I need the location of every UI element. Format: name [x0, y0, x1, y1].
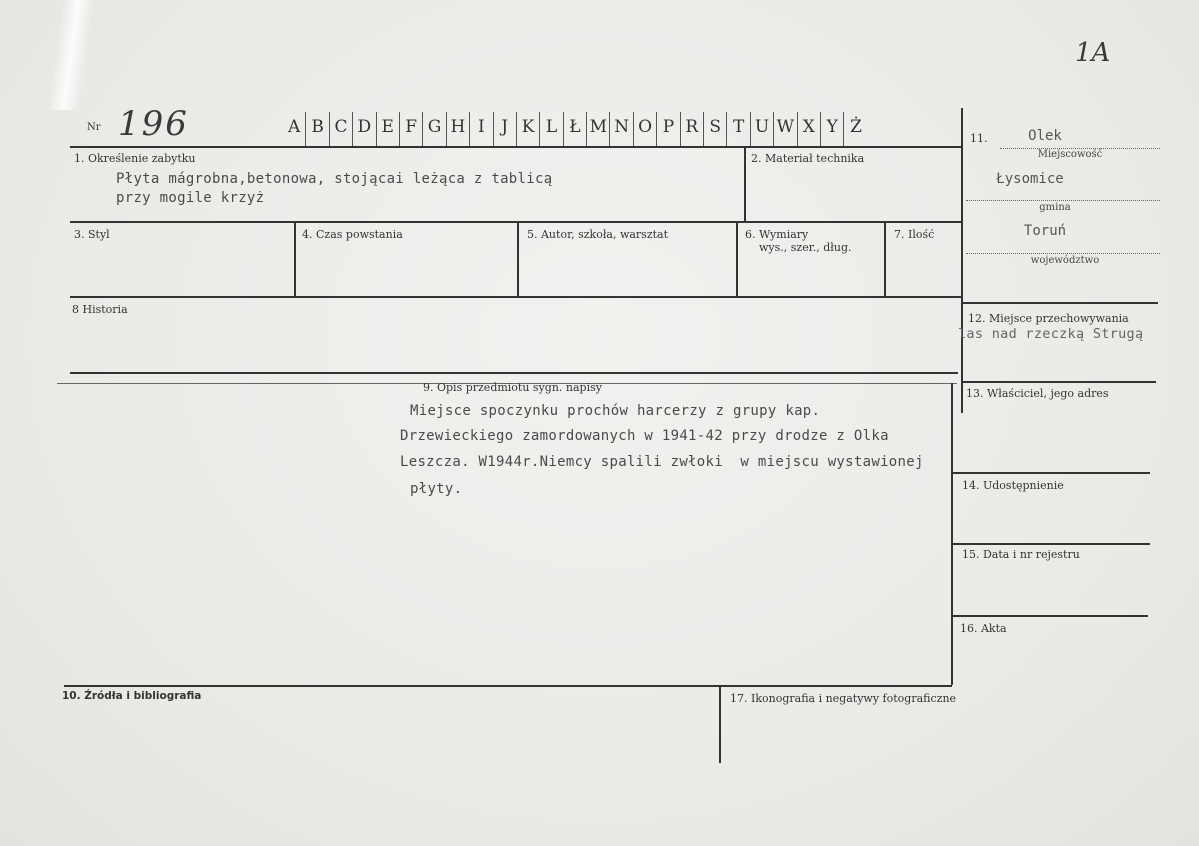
alphabet-letter: I: [470, 112, 493, 146]
rule: [294, 221, 296, 296]
field-9-line-4: płyty.: [410, 481, 463, 497]
field-6-sublabel: wys., szer., dług.: [759, 241, 852, 254]
field-7-label: 7. Ilość: [894, 228, 935, 241]
alphabet-index: [283, 112, 868, 146]
rule: [736, 221, 738, 296]
rule: [952, 543, 1150, 545]
rule: [961, 108, 963, 413]
alphabet-letter: D: [353, 112, 376, 146]
rule: [64, 685, 952, 687]
field-11-place: Olek: [1028, 128, 1062, 144]
alphabet-letter: M: [587, 112, 610, 146]
alphabet-letter: N: [610, 112, 633, 146]
paper-fold-highlight: [47, 0, 94, 110]
rule: [517, 221, 519, 296]
alphabet-letter: Y: [821, 112, 844, 146]
dotted-line: [966, 253, 1160, 254]
field-17-label: 17. Ikonografia i negatywy fotograficzne: [730, 692, 957, 705]
alphabet-letter: L: [540, 112, 563, 146]
rule: [70, 296, 963, 298]
rule: [951, 383, 953, 685]
dotted-line: [966, 200, 1160, 201]
field-11-place-caption: Miejscowość: [1037, 149, 1103, 160]
alphabet-letter: A: [283, 112, 306, 146]
field-14-label: 14. Udostępnienie: [962, 479, 1064, 492]
alphabet-letter: H: [447, 112, 470, 146]
field-15-label: 15. Data i nr rejestru: [962, 548, 1080, 561]
field-11-province: Toruń: [1023, 223, 1067, 239]
field-1-label: 1. Określenie zabytku: [74, 152, 196, 165]
field-4-label: 4. Czas powstania: [302, 228, 403, 241]
alphabet-letter: J: [494, 112, 517, 146]
alphabet-letter: G: [423, 112, 446, 146]
nr-label: Nr: [87, 122, 101, 133]
alphabet-letter: C: [330, 112, 353, 146]
alphabet-letter: T: [727, 112, 750, 146]
alphabet-letter: U: [751, 112, 774, 146]
alphabet-letter: Ż: [850, 117, 862, 137]
field-10-label: 10. Źródła i bibliografia: [62, 690, 202, 702]
field-6-label: 6. Wymiary: [745, 228, 809, 241]
rule: [962, 381, 1156, 383]
field-9-line-1: Miejsce spoczynku prochów harcerzy z grupy kap.: [410, 403, 821, 419]
rule: [962, 302, 1158, 304]
rule: [952, 472, 1150, 474]
alphabet-letter: E: [377, 112, 400, 146]
field-8-label: 8 Historia: [72, 303, 128, 316]
field-11-commune-caption: gmina: [1039, 202, 1071, 213]
alphabet-letter: X: [798, 112, 821, 146]
field-9-label: 9. Opis przedmiotu sygn. napisy: [423, 381, 602, 394]
field-9-line-3: Leszcza. W1944r.Niemcy spalili zwłoki w miejscu wystawionej: [400, 454, 924, 470]
field-9-line-2: Drzewieckiego zamordowanych w 1941-42 przy drodze z Olka: [400, 428, 889, 444]
alphabet-letter: K: [517, 112, 540, 146]
field-16-label: 16. Akta: [960, 622, 1007, 635]
corner-mark: 1A: [1075, 38, 1111, 68]
field-3-label: 3. Styl: [74, 228, 110, 241]
field-12-value: las nad rzeczką Strugą: [958, 326, 1144, 342]
field-1-line-2: przy mogile krzyż: [116, 190, 265, 206]
rule: [744, 146, 746, 221]
field-13-label: 13. Właściciel, jego adres: [966, 387, 1109, 400]
rule: [70, 372, 958, 374]
alphabet-letter: P: [657, 112, 680, 146]
field-11-label: 11.: [970, 132, 988, 145]
alphabet-letter: F: [400, 112, 423, 146]
record-number: 196: [118, 104, 189, 144]
field-12-label: 12. Miejsce przechowywania: [968, 312, 1129, 325]
field-11-province-caption: województwo: [1030, 255, 1100, 266]
field-11-commune: Łysomice: [996, 171, 1064, 187]
rule: [952, 615, 1148, 617]
alphabet-letter: B: [306, 112, 329, 146]
alphabet-letter: R: [681, 112, 704, 146]
field-5-label: 5. Autor, szkoła, warsztat: [527, 228, 669, 241]
alphabet-letter: Ł: [564, 112, 587, 146]
alphabet-letter: O: [634, 112, 657, 146]
alphabet-letter: W: [774, 112, 797, 146]
field-2-label: 2. Materiał technika: [751, 152, 865, 165]
rule: [719, 685, 721, 763]
alphabet-letter: S: [704, 112, 727, 146]
rule: [884, 221, 886, 296]
rule: [70, 146, 963, 148]
field-1-line-1: Płyta mágrobna,betonowa, stojącai leżąca z tablicą: [116, 171, 553, 187]
